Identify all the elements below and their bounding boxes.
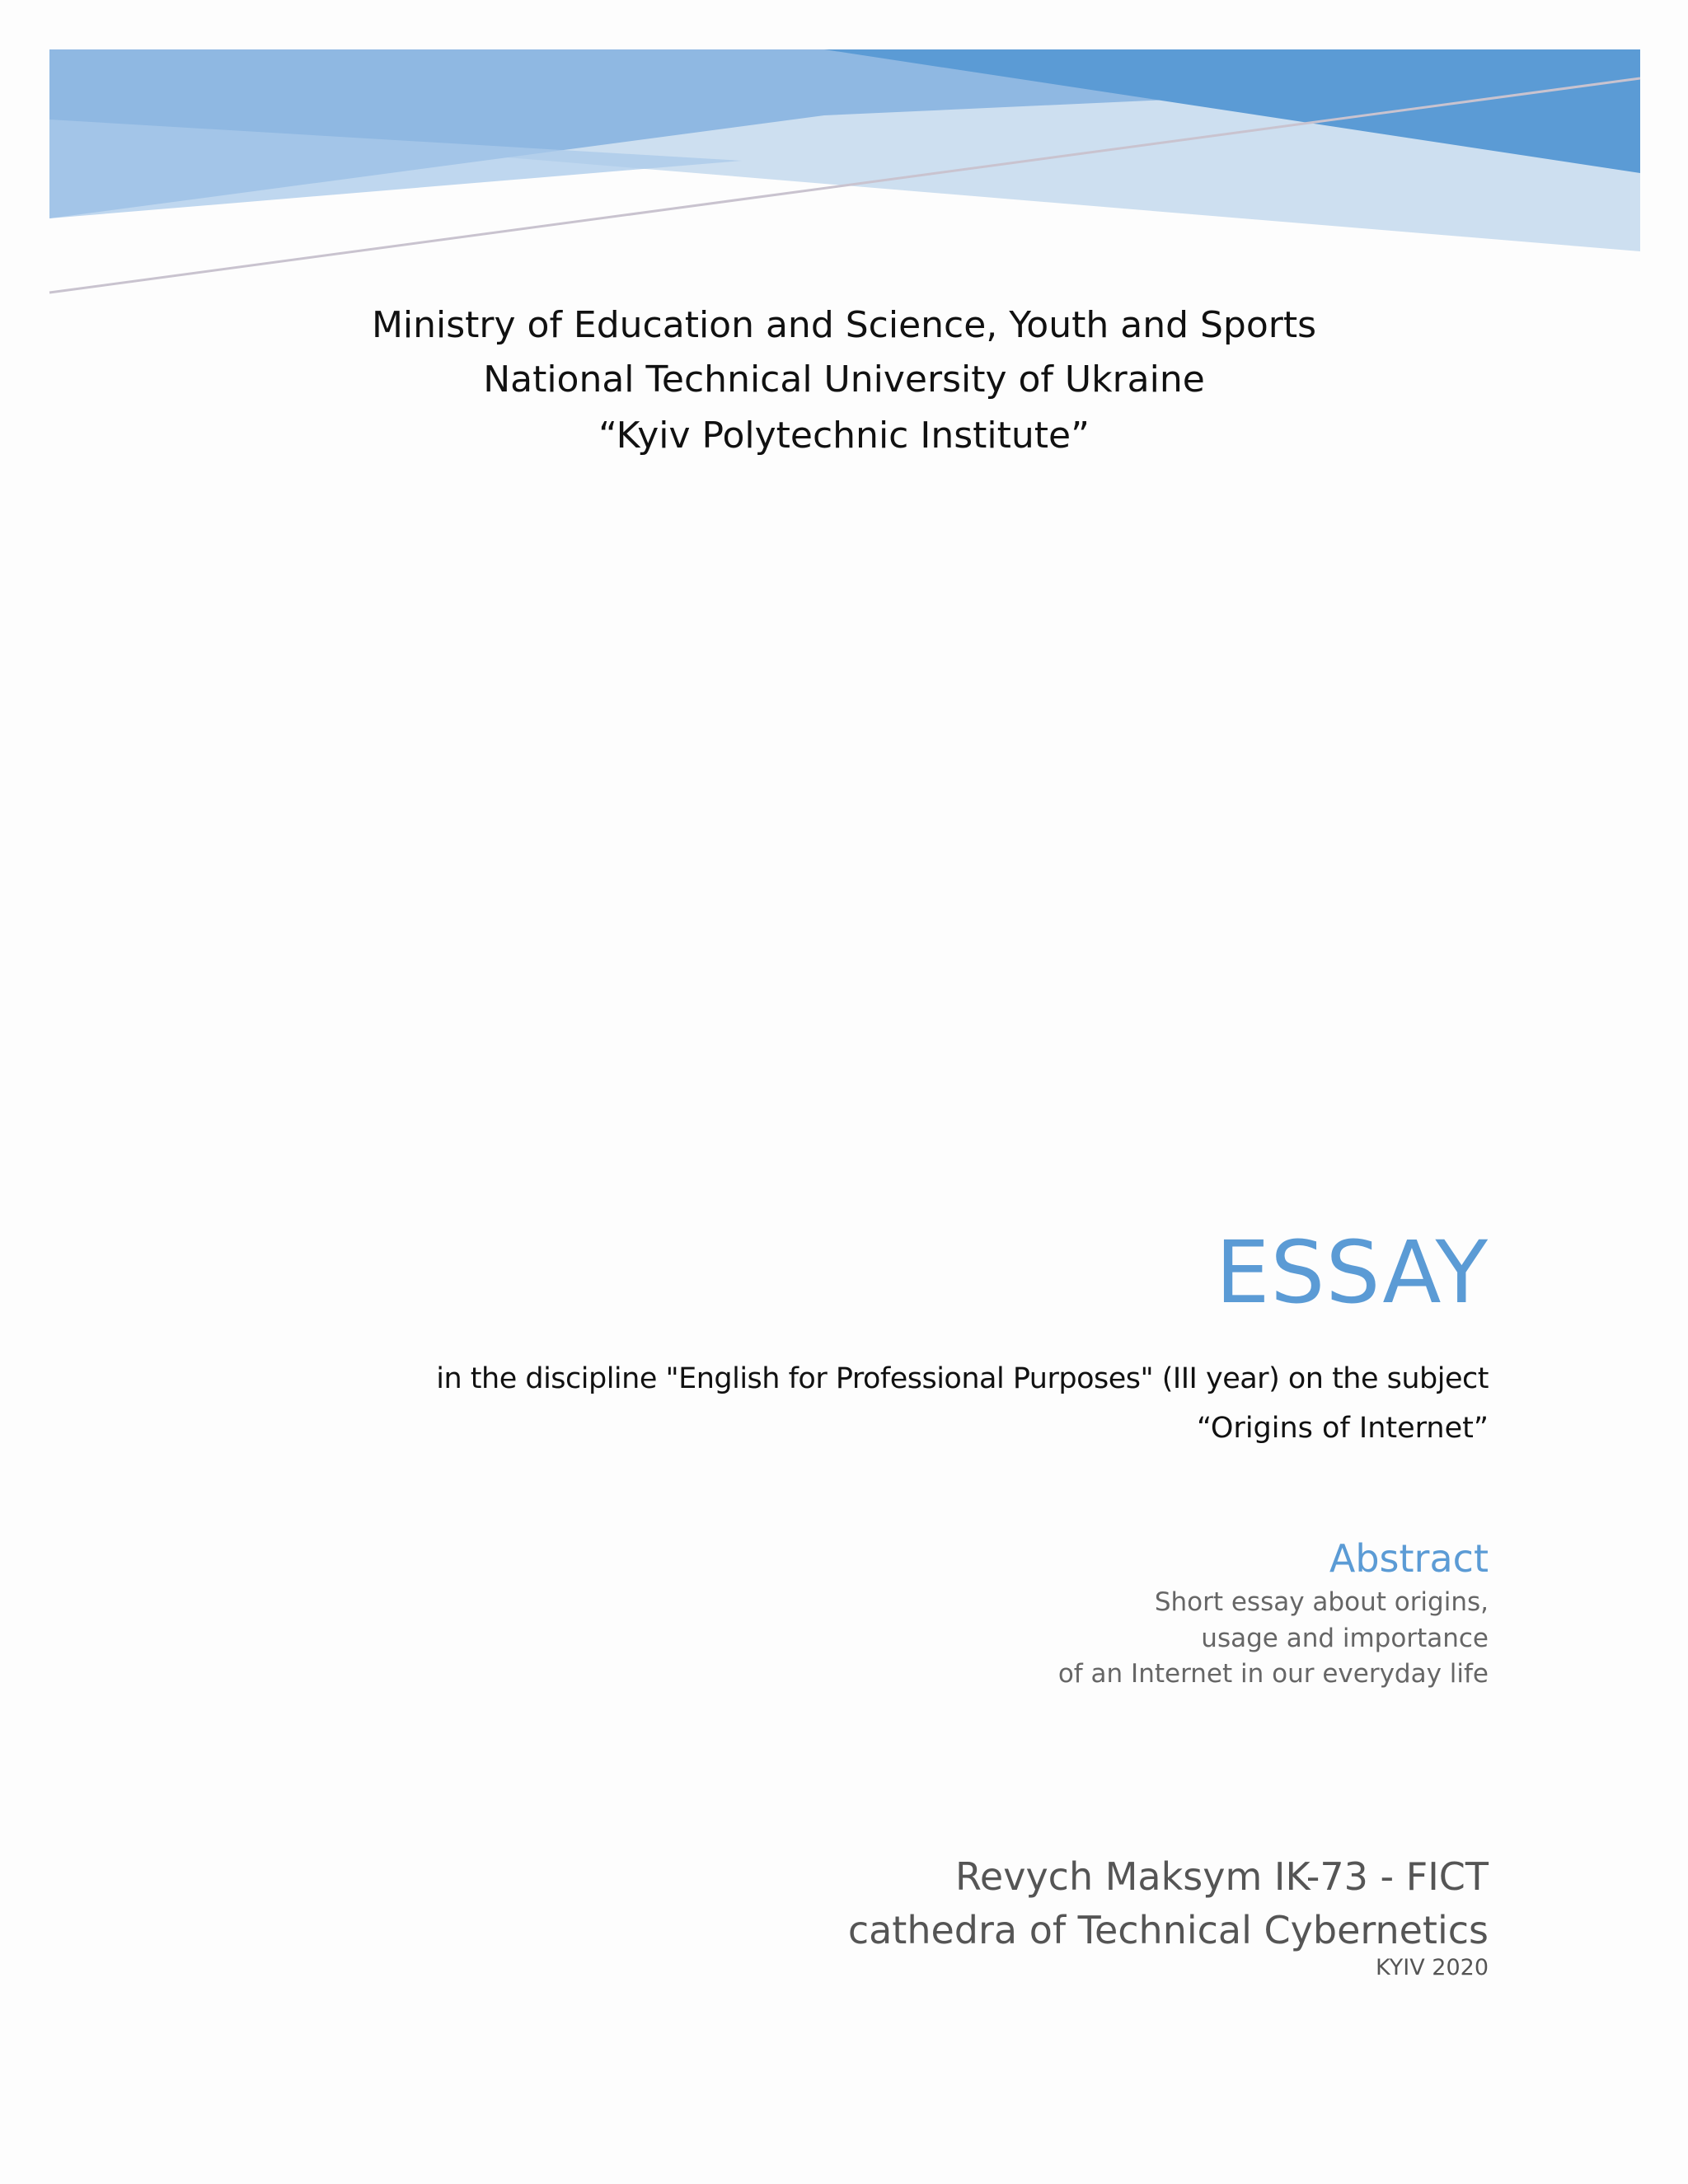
institute-name: “Kyiv Polytechnic Institute” bbox=[598, 415, 1090, 457]
subject-line: “Origins of Internet” bbox=[1197, 1412, 1489, 1445]
cathedra-name: cathedra of Technical Cybernetics bbox=[847, 1908, 1489, 1952]
abstract-line: of an Internet in our everyday life bbox=[1057, 1659, 1489, 1689]
author-name: Revych Maksym IK-73 - FICT bbox=[955, 1854, 1489, 1899]
abstract-line: usage and importance bbox=[1201, 1624, 1489, 1653]
abstract-heading: Abstract bbox=[1329, 1536, 1489, 1581]
header-banner-graphic bbox=[0, 0, 1688, 313]
university-name: National Technical University of Ukraine bbox=[483, 359, 1205, 401]
city-year: KYIV 2020 bbox=[1376, 1955, 1489, 1980]
document-title: ESSAY bbox=[1215, 1222, 1489, 1323]
discipline-line: in the discipline "English for Professional Purposes" (III year) on the subject bbox=[436, 1362, 1489, 1395]
abstract-line: Short essay about origins, bbox=[1154, 1587, 1489, 1617]
ministry-name: Ministry of Education and Science, Youth and Sports bbox=[371, 304, 1317, 346]
